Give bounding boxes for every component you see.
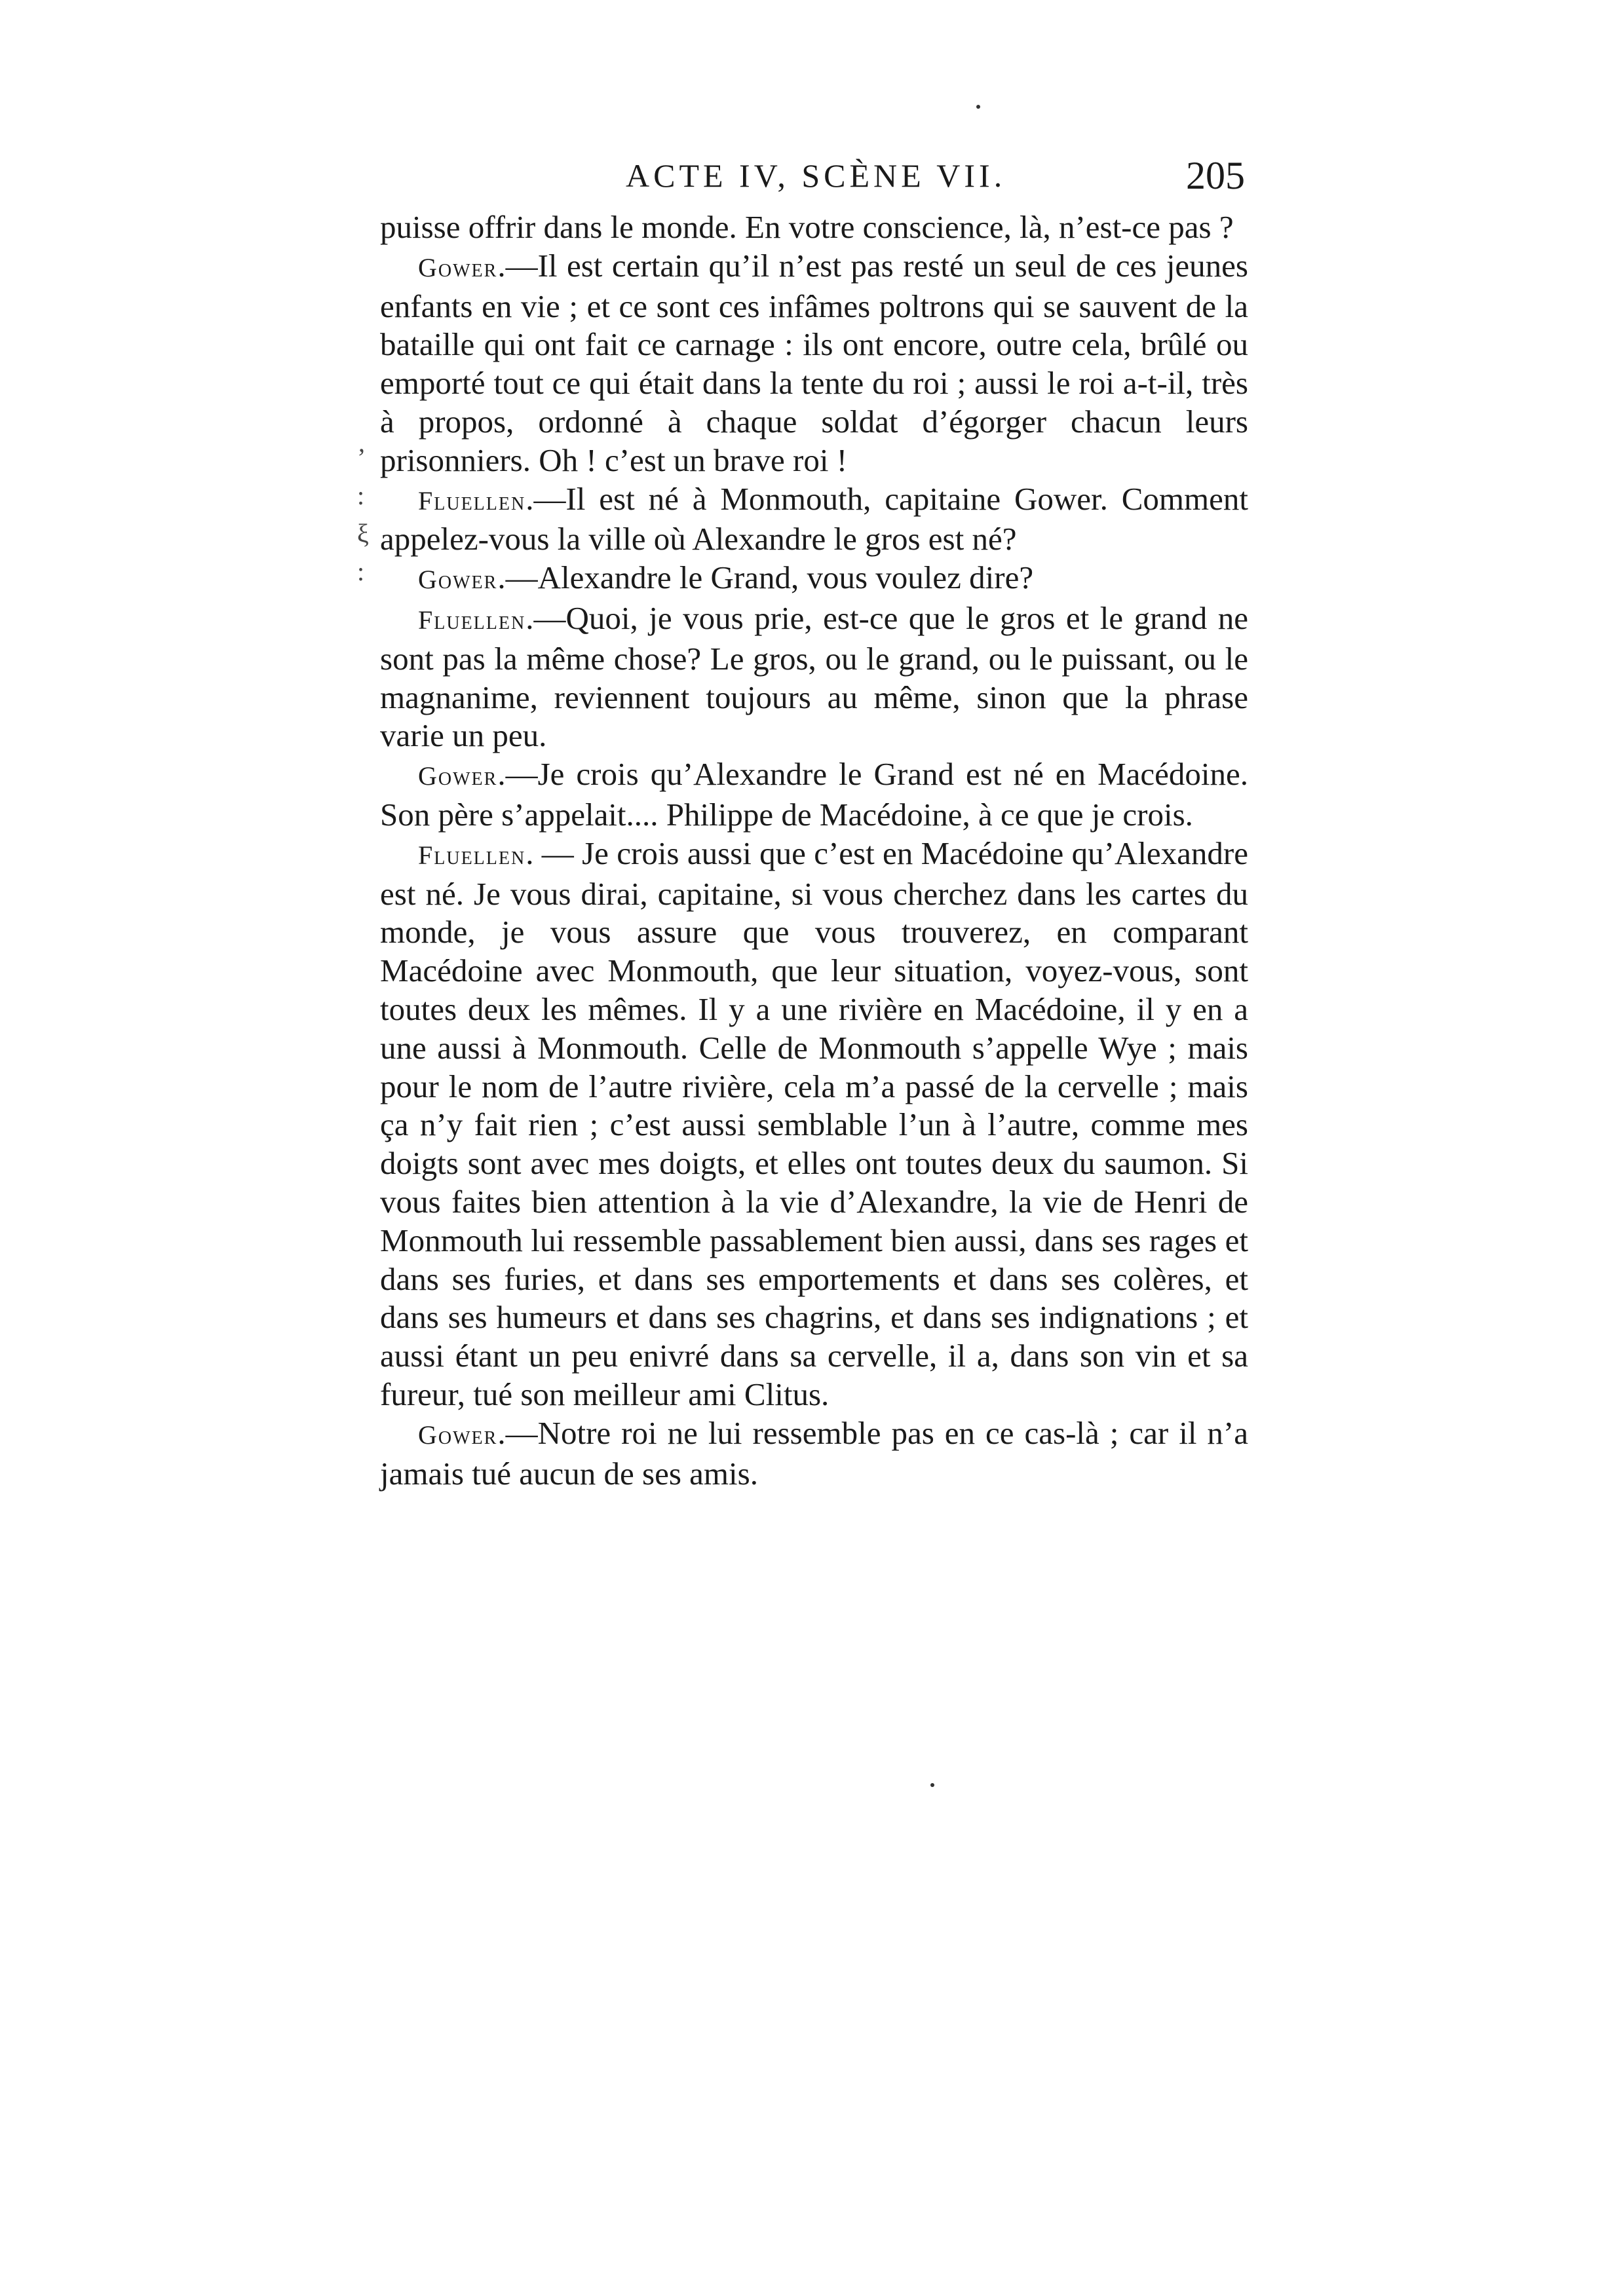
speaker-name: Gower bbox=[418, 761, 498, 791]
speaker-name: Gower bbox=[418, 565, 498, 595]
body-text bbox=[380, 208, 1248, 1493]
paragraph bbox=[380, 599, 1248, 755]
speaker-name: Fluellen bbox=[418, 605, 526, 635]
speaker-name: Gower bbox=[418, 252, 498, 282]
paragraph-text: .—Il est né à Monmouth, capitaine Gower. Comment appelez-vous la ville où Alexandre le gros est né? bbox=[380, 480, 1248, 557]
paragraph-text: puisse offrir dans le monde. En votre conscience, là, n’est-ce pas ? bbox=[380, 209, 1234, 245]
running-title: ACTE IV, SCÈNE VII. bbox=[626, 157, 1006, 194]
paragraph bbox=[380, 559, 1248, 599]
paragraph-text: .—Notre roi ne lui ressemble pas en ce cas-là ; car il n’a jamais tué aucun de ses amis. bbox=[380, 1414, 1248, 1492]
paragraph bbox=[380, 208, 1248, 247]
print-speck bbox=[930, 1783, 934, 1787]
paragraph-text: .—Il est certain qu’il n’est pas resté un seul de ces jeunes enfants en vie ; et ce sont ces infâmes poltrons qui se sauvent de la bataille qui ont fait ce carnage : ils ont encore, outre cela, brûlé ou emporté tout ce qui était dans la tente du roi ; aussi le roi a-t-il, très à propos, ordonné à chaque soldat d’égorger chacun leurs prisonniers. Oh ! c’est un brave roi ! bbox=[380, 247, 1248, 478]
paragraph-text: . — Je crois aussi que c’est en Macédoine qu’Alexandre est né. Je vous dirai, capitaine, si vous cherchez dans les cartes du monde, je vous assure que vous trouverez, en comparant Macédoine avec Monmouth, que leur situation, voyez-vous, sont toutes deux les mêmes. Il y a une rivière en Macédoine, il y en a une aussi à Monmouth. Celle de Monmouth s’appelle Wye ; mais pour le nom de l’autre rivière, cela m’a passé de la cervelle ; mais ça n’y fait rien ; c’est aussi semblable l’un à l’autre, comme mes doigts sont avec mes doigts, et elles ont toutes deux du saumon. Si vous faites bien attention à la vie d’Alexandre, la vie de Henri de Monmouth lui ressemble passablement bien aussi, dans ses rages et dans ses furies, et dans ses emportements et dans ses colères, et dans ses humeurs et dans ses chagrins, et dans ses indignations ; et aussi étant un peu enivré dans sa cervelle, il a, dans son vin et sa fureur, tué son meilleur ami Clitus. bbox=[380, 835, 1248, 1412]
paragraph-text: .—Alexandre le Grand, vous voulez dire? bbox=[497, 559, 1034, 596]
page-number: 205 bbox=[1186, 154, 1245, 197]
paragraph bbox=[380, 835, 1248, 1414]
speaker-name: Fluellen bbox=[418, 840, 526, 870]
print-speck bbox=[976, 105, 980, 109]
paragraph-text: .—Quoi, je vous prie, est-ce que le gros et le grand ne sont pas la même chose? Le gros, ou le grand, ou le puissant, ou le magnanime, reviennent toujours au même, sinon que la phrase varie un peu. bbox=[380, 599, 1248, 754]
page-header bbox=[380, 149, 1251, 202]
paragraph bbox=[380, 1414, 1248, 1494]
paragraph-text: .—Je crois qu’Alexandre le Grand est né en Macédoine. Son père s’appelait.... Philippe de Macédoine, à ce que je crois. bbox=[380, 756, 1248, 833]
paragraph bbox=[380, 480, 1248, 559]
speaker-name: Fluellen bbox=[418, 485, 526, 516]
speaker-name: Gower bbox=[418, 1420, 498, 1450]
paragraph bbox=[380, 247, 1248, 480]
paragraph bbox=[380, 755, 1248, 835]
margin-marks: ’ : ξ : bbox=[357, 443, 369, 586]
